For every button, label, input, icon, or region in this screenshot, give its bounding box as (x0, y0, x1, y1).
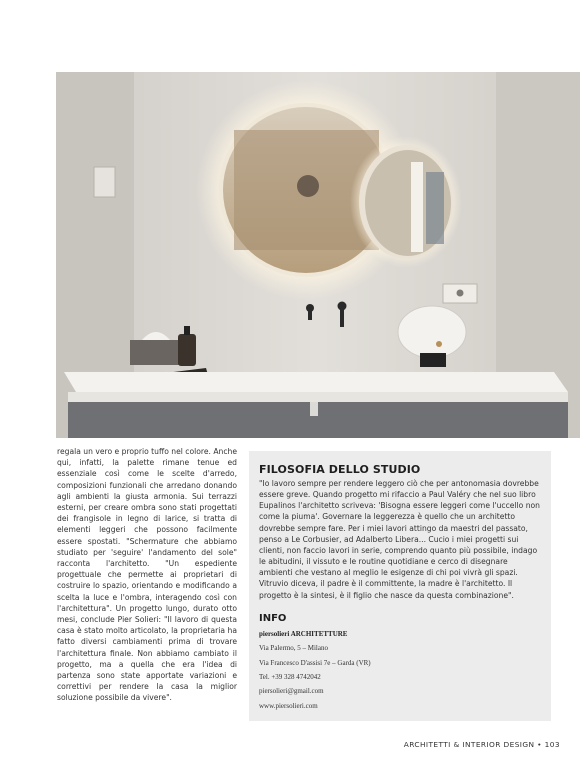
info-firm: piersolieri ARCHITETTURE (259, 629, 348, 638)
small-mirror (350, 136, 462, 268)
info-website[interactable]: www.piersolieri.com (259, 701, 318, 710)
left-column (57, 446, 237, 704)
light-switch (94, 167, 115, 197)
info-email[interactable]: piersolieri@gmail.com (259, 687, 324, 696)
info-block (259, 627, 541, 713)
info-address-garda: Via Francesco D'assisi 7e – Garda (VR) (259, 658, 371, 667)
left-column-text: regala un vero e proprio tuffo nel colore. Anche qui, infatti, la palette rimane tenue ed essenziale così come le scelte d'arredo, composizioni funzionali che arredano donando agli ambienti la giusta armonia. Sui terrazzi esterni, per creare ombra sono stati progettati dei frangisole in legno di larice, si tratta di elementi leggeri che possono facilmente essere spostati. "Schermature che abbiamo studiato per 'seguire' l'andamento del sole" racconta l'architetto. "Un espediente progettuale che permette ai proprietari di costruire lo spazio, orientando e modificando a scelta la luce e l'ombra, interagendo così con l'architettura". Un progetto lungo, durato otto mesi, conclude Pier Solieri: "Il lavoro di questa casa è stato molto articolato, la proprietaria ha fatto diversi cambiamenti prima di trovare l'architettura finale. Non abbiamo cambiato il progetto, ma a quella che era l'idea di partenza sono state apportate variazioni e correttivi per rendere la casa la miglior soluzione possibile da vivere". (57, 447, 237, 703)
studio-philosophy-box (249, 451, 551, 721)
bathroom-photo (56, 72, 580, 438)
box-heading: FILOSOFIA DELLO STUDIO (259, 463, 421, 476)
info-heading: INFO (259, 612, 287, 624)
countertop (64, 372, 568, 438)
info-phone: Tel. +39 328 4742042 (259, 672, 321, 681)
box-quote: "Io lavoro sempre per rendere leggero ciò che per antonomasia dovrebbe essere greve. Quando progetto mi rifaccio a Paul Valéry che nel suo libro Eupalinos l'architetto scriveva: 'Bisogna essere leggeri come l'uccello non come la piuma'. Governare la leggerezza è quello che un architetto dovrebbe sempre fare. Per i miei lavori attingo da maestri del passato, penso a Le Corbusier, ad Adalberto Libera... Cucio i miei progetti sui clienti, non faccio lavori in serie, comprendo quanto più possibile, indago le abitudini, il vissuto e le routine quotidiane e cerco di disegnare ambienti che vestano al meglio le esigenze di chi poi vivrà gli spazi. Vitruvio diceva, il padre è il committente, la madre è l'architetto. Il progetto è la sintesi, è il figlio che nasce da questa combinazione". (259, 479, 540, 600)
page-folio: ARCHITETTI & INTERIOR DESIGN • 103 (403, 740, 560, 749)
info-address-milano: Via Palermo, 5 – Milano (259, 644, 328, 653)
